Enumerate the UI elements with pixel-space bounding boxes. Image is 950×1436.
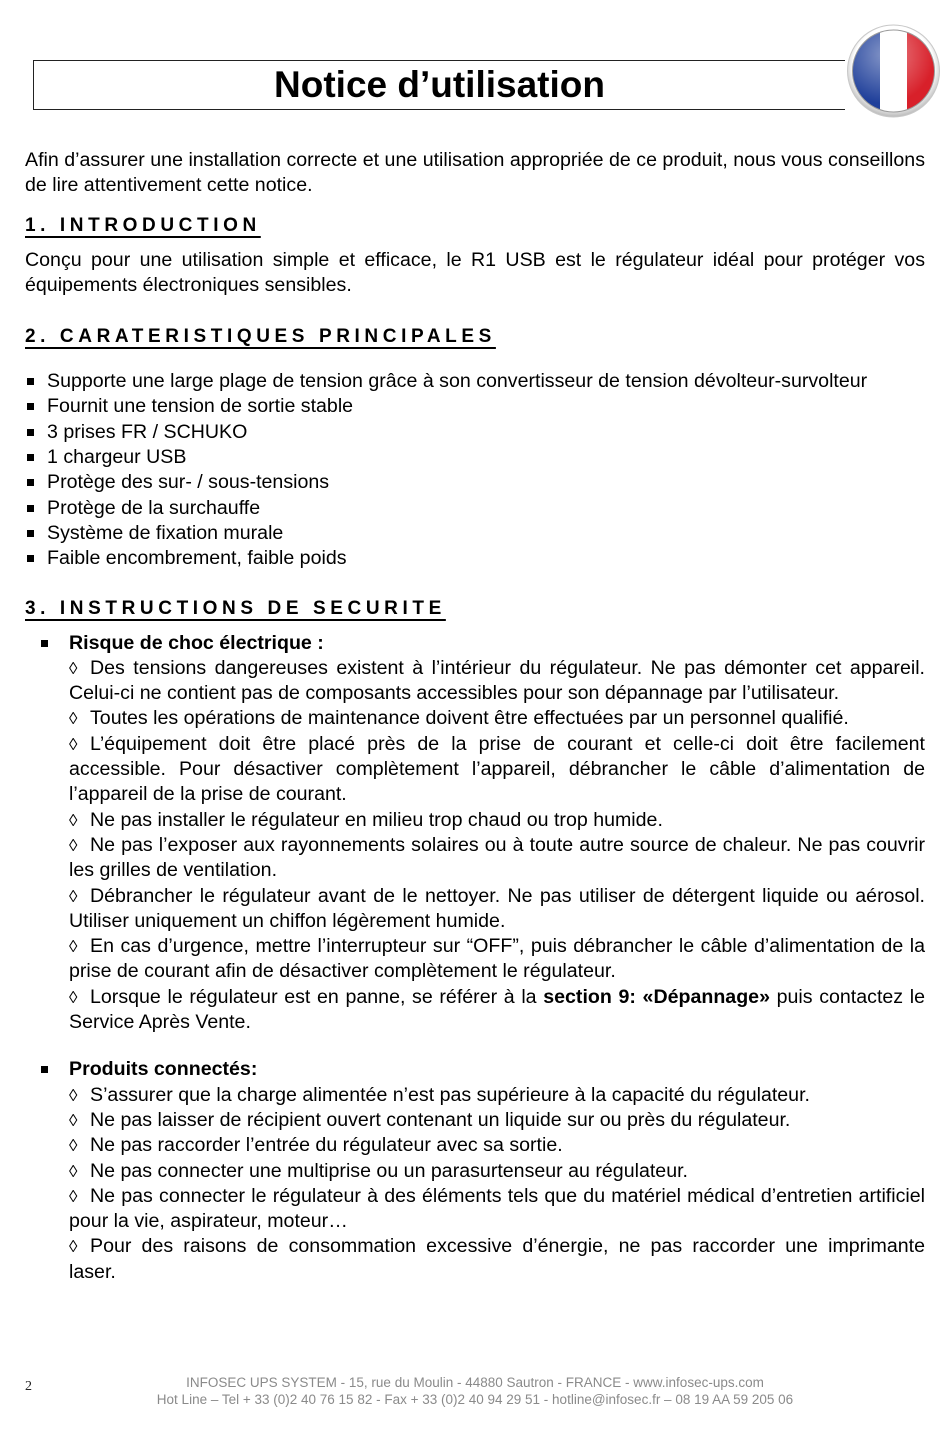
diamond-icon: ◊ [69, 886, 78, 906]
introduction-paragraph: Conçu pour une utilisation simple et efficace, le R1 USB est le régulateur idéal pour protéger vos équipements électroniques sensibles. [25, 248, 925, 296]
list-item [69, 985, 925, 1036]
list-item: Système de fixation murale [25, 521, 925, 546]
list-item-text: L’équipement doit être placé près de la prise de courant et celle-ci doit être facilement accessible. Pour désactiver complètement l’appareil, débrancher le câble d’alimentation de l’appareil de la prise de courant. [69, 732, 925, 806]
risk-block [25, 631, 925, 1036]
diamond-icon: ◊ [69, 658, 78, 678]
list-item: Protège des sur- / sous-tensions [25, 470, 925, 495]
diamond-icon: ◊ [69, 937, 78, 957]
section-heading-caracteristiques: 2. CARATERISTIQUES PRINCIPALES [25, 326, 496, 348]
list-item [69, 833, 925, 884]
list-item-text: Toutes les opérations de maintenance doivent être effectuées par un personnel qualifié. [90, 707, 849, 730]
products-title: Produits connectés: [69, 1058, 258, 1081]
diamond-icon: ◊ [69, 709, 78, 729]
list-item [69, 732, 925, 808]
list-item-text: Ne pas installer le régulateur en milieu trop chaud ou trop humide. [90, 808, 663, 831]
list-item-text: En cas d’urgence, mettre l’interrupteur sur “OFF”, puis débrancher le câble d’alimentation de la prise de courant afin de désactiver complètement le régulateur. [69, 935, 925, 983]
section-heading-securite: 3. INSTRUCTIONS DE SECURITE [25, 597, 446, 619]
diamond-icon: ◊ [69, 835, 78, 855]
diamond-icon: ◊ [69, 1237, 78, 1257]
footer [0, 1374, 950, 1408]
document-body [25, 148, 925, 1285]
list-item [69, 1184, 925, 1235]
diamond-icon: ◊ [69, 1161, 78, 1181]
list-item [69, 1133, 925, 1158]
list-item: Supporte une large plage de tension grâce à son convertisseur de tension dévolteur-survolteur [25, 369, 925, 394]
diamond-icon: ◊ [69, 1186, 78, 1206]
list-item [69, 1083, 925, 1108]
footer-address: INFOSEC UPS SYSTEM - 15, rue du Moulin - 44880 Sautron - FRANCE - www.infosec-ups.com [186, 1375, 764, 1390]
list-item-text: puis contactez le Service Après Vente. [69, 985, 925, 1034]
features-list [25, 369, 925, 571]
footer-contact: Hot Line – Tel + 33 (0)2 40 76 15 82 - Fax + 33 (0)2 40 94 29 51 - hotline@infosec.fr – 08 19 AA 59 205 06 [156, 1392, 794, 1407]
list-item [69, 884, 925, 935]
list-item: 3 prises FR / SCHUKO [25, 420, 925, 445]
list-item [69, 706, 925, 731]
products-block [25, 1057, 925, 1285]
diamond-icon: ◊ [69, 734, 78, 754]
risk-title: Risque de choc électrique : [69, 631, 324, 654]
title-box [33, 60, 845, 110]
list-item-text: Pour des raisons de consommation excessive d’énergie, ne pas raccorder une imprimante laser. [69, 1235, 925, 1283]
list-item [69, 808, 925, 833]
list-item: 1 chargeur USB [25, 445, 925, 470]
list-item: Fournit une tension de sortie stable [25, 394, 925, 419]
page-title: Notice d’utilisation [274, 64, 605, 105]
depannage-reference: section 9: «Dépannage» [543, 985, 770, 1008]
list-item-text: Ne pas connecter le régulateur à des éléments tels que du matériel médical d’entretien artificiel pour la vie, aspirateur, moteur… [69, 1184, 925, 1233]
list-item-text: Lorsque le régulateur est en panne, se référer à la [90, 985, 544, 1008]
list-item-text: Ne pas l’exposer aux rayonnements solaires ou à toute autre source de chaleur. Ne pas couvrir les grilles de ventilation. [69, 833, 925, 882]
list-item-text: Ne pas connecter une multiprise ou un parasurtenseur au régulateur. [90, 1159, 688, 1182]
list-item [69, 656, 925, 707]
diamond-icon: ◊ [69, 987, 78, 1007]
list-item [69, 1108, 925, 1133]
list-item: Faible encombrement, faible poids [25, 546, 925, 571]
list-item [69, 934, 925, 985]
intro-paragraph: Afin d’assurer une installation correcte et une utilisation appropriée de ce produit, nous vous conseillons de lire attentivement cette notice. [25, 149, 925, 197]
list-item: Protège de la surchauffe [25, 496, 925, 521]
diamond-icon: ◊ [69, 1110, 78, 1130]
diamond-icon: ◊ [69, 1085, 78, 1105]
list-item-text: Des tensions dangereuses existent à l’intérieur du régulateur. Ne pas démonter cet appareil. Celui-ci ne contient pas de composants accessibles pour son dépannage par l’utilisateur. [69, 656, 925, 705]
french-flag-icon [847, 22, 940, 120]
list-item-text: S’assurer que la charge alimentée n’est pas supérieure à la capacité du régulateur. [90, 1083, 810, 1106]
list-item-text: Ne pas laisser de récipient ouvert contenant un liquide sur ou près du régulateur. [90, 1108, 791, 1131]
list-item-text: Débrancher le régulateur avant de le nettoyer. Ne pas utiliser de détergent liquide ou aérosol. Utiliser uniquement un chiffon légèrement humide. [69, 884, 925, 932]
list-item [69, 1234, 925, 1285]
section-heading-introduction: 1. INTRODUCTION [25, 214, 261, 236]
page-number: 2 [25, 1379, 32, 1394]
list-item-text: Ne pas raccorder l’entrée du régulateur avec sa sortie. [90, 1134, 563, 1157]
list-item [69, 1159, 925, 1184]
diamond-icon: ◊ [69, 1136, 78, 1156]
diamond-icon: ◊ [69, 810, 78, 830]
